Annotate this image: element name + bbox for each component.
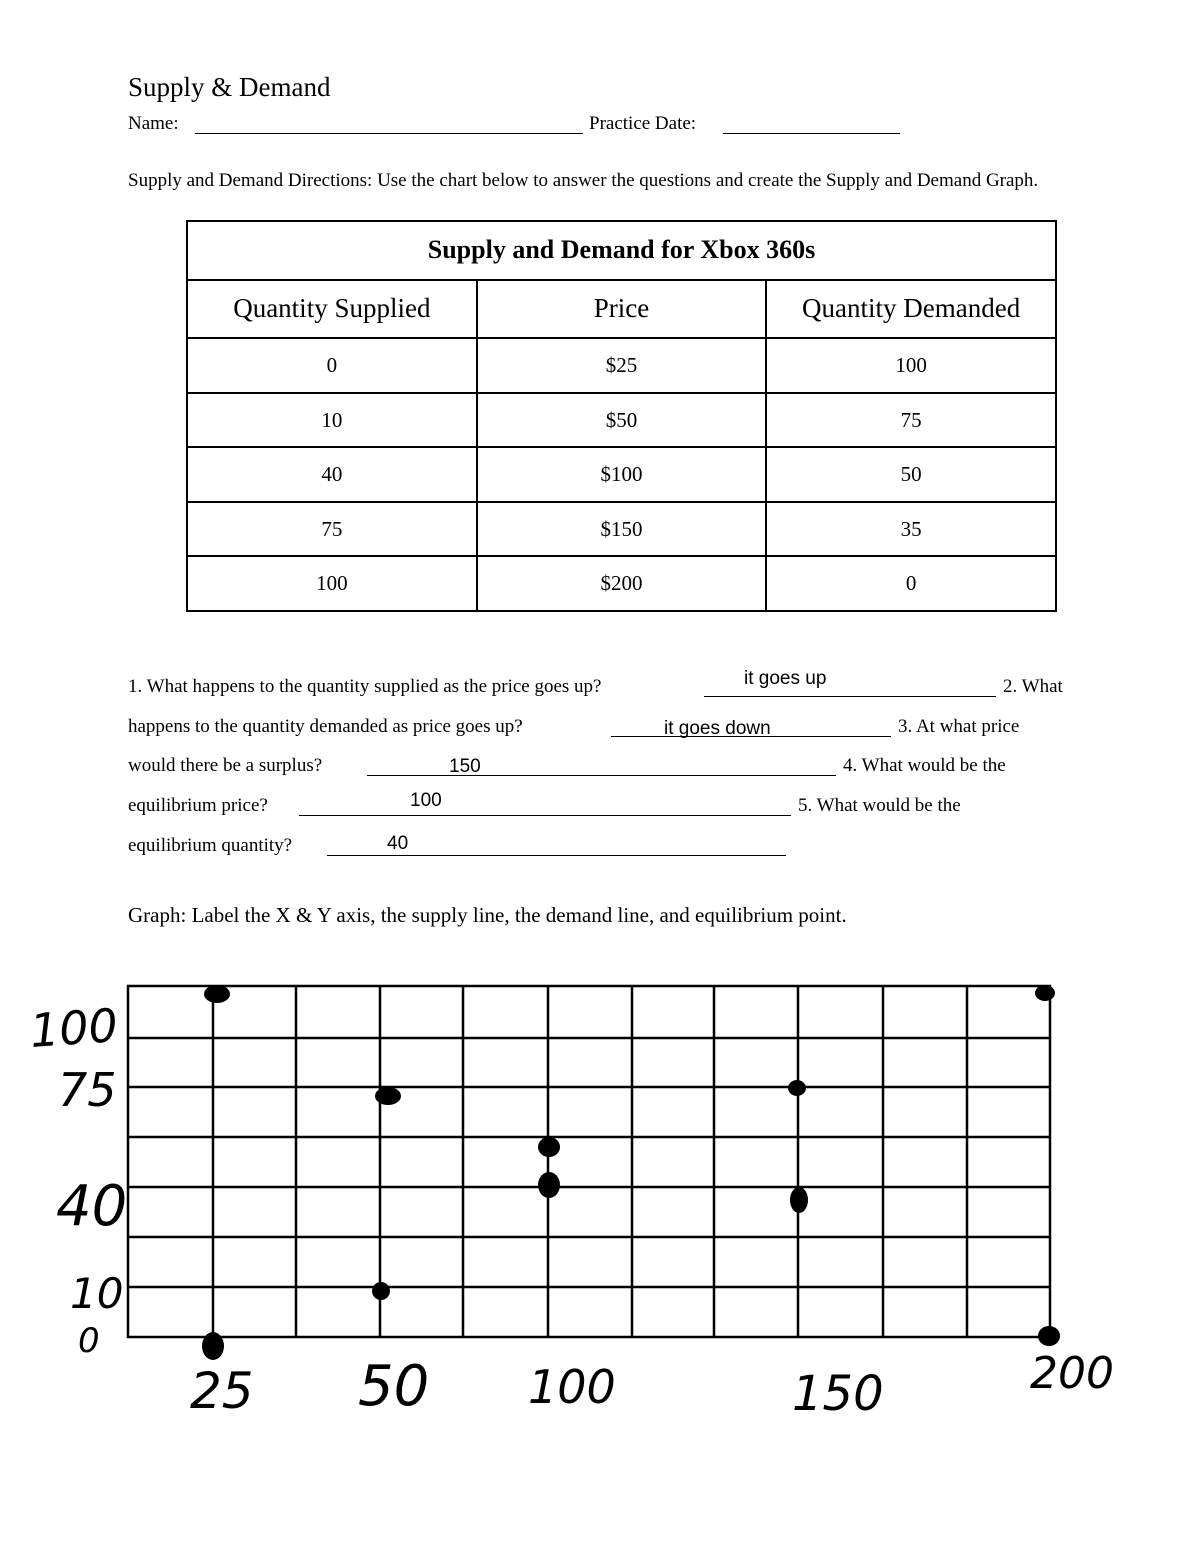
x-axis-label-200: 200 [1030, 1348, 1114, 1399]
x-axis-label-150: 150 [792, 1366, 884, 1422]
x-axis-label-50: 50 [358, 1354, 430, 1419]
header-quantity-supplied: Quantity Supplied [187, 280, 477, 339]
table-row [187, 393, 1056, 448]
y-axis-label-0: 0 [78, 1321, 100, 1361]
practice-date-field[interactable] [723, 133, 900, 134]
cell-price: $50 [477, 393, 767, 448]
name-label: Name: [128, 113, 179, 134]
question-3-answer: 150 [449, 756, 481, 777]
question-5-text: equilibrium quantity? [128, 835, 293, 856]
supply-demand-graph [0, 960, 1200, 1440]
cell-quantity-supplied: 0 [187, 338, 477, 393]
question-1-answer: it goes up [744, 668, 827, 689]
point-marker [372, 1282, 390, 1300]
point-marker [204, 985, 230, 1003]
cell-price: $200 [477, 556, 767, 611]
question-4-text: equilibrium price? [128, 795, 268, 816]
graph-instructions: Graph: Label the X & Y axis, the supply line, the demand line, and equilibrium point. [128, 903, 847, 927]
point-marker [202, 1332, 224, 1360]
header-price: Price [477, 280, 767, 339]
cell-quantity-supplied: 40 [187, 447, 477, 502]
cell-price: $100 [477, 447, 767, 502]
table-row [187, 556, 1056, 611]
cell-quantity-demanded: 100 [766, 338, 1056, 393]
supply-demand-table [186, 220, 1057, 612]
cell-quantity-demanded: 75 [766, 393, 1056, 448]
practice-date-label: Practice Date: [589, 113, 697, 134]
question-3-number: 3. At what price [898, 716, 1020, 737]
point-marker [538, 1137, 560, 1157]
point-marker [790, 1187, 808, 1213]
question-5-answer: 40 [387, 833, 409, 854]
point-marker [375, 1087, 401, 1105]
table-row [187, 338, 1056, 393]
point-marker [788, 1080, 806, 1096]
table-row [187, 447, 1056, 502]
header-quantity-demanded: Quantity Demanded [766, 280, 1056, 339]
point-marker [1035, 985, 1055, 1001]
x-axis-label-100: 100 [528, 1360, 616, 1414]
y-axis-label-40: 40 [56, 1174, 128, 1239]
cell-price: $25 [477, 338, 767, 393]
graph-grid [128, 986, 1050, 1337]
table-row [187, 502, 1056, 557]
y-axis-label-75: 75 [58, 1063, 117, 1117]
y-axis-label-10: 10 [70, 1269, 124, 1318]
question-2-text: happens to the quantity demanded as price goes up? [128, 716, 523, 737]
question-4-answer: 100 [410, 790, 442, 811]
question-3-text: would there be a surplus? [128, 755, 323, 776]
question-5-answer-field[interactable] [327, 855, 786, 856]
table-caption: Supply and Demand for Xbox 360s [187, 221, 1056, 280]
point-marker [538, 1172, 560, 1198]
cell-quantity-supplied: 75 [187, 502, 477, 557]
directions-text: Supply and Demand Directions: Use the chart below to answer the questions and create the Supply and Demand Graph. [128, 170, 1039, 191]
question-5-number: 5. What would be the [798, 795, 961, 816]
cell-quantity-supplied: 10 [187, 393, 477, 448]
question-1-answer-field[interactable] [704, 696, 996, 697]
x-axis-label-25: 25 [190, 1362, 254, 1420]
question-4-number: 4. What would be the [843, 755, 1006, 776]
question-1-text: 1. What happens to the quantity supplied as the price goes up? [128, 676, 602, 697]
cell-quantity-supplied: 100 [187, 556, 477, 611]
cell-price: $150 [477, 502, 767, 557]
question-3-answer-field[interactable] [367, 775, 836, 776]
question-4-answer-field[interactable] [299, 815, 791, 816]
worksheet-title: Supply & Demand [128, 72, 331, 102]
cell-quantity-demanded: 35 [766, 502, 1056, 557]
point-marker [1038, 1326, 1060, 1346]
cell-quantity-demanded: 0 [766, 556, 1056, 611]
question-2-number: 2. What [1003, 676, 1063, 697]
y-axis-label-100: 100 [28, 998, 120, 1059]
name-field[interactable] [195, 133, 583, 134]
cell-quantity-demanded: 50 [766, 447, 1056, 502]
question-2-answer: it goes down [664, 718, 771, 739]
